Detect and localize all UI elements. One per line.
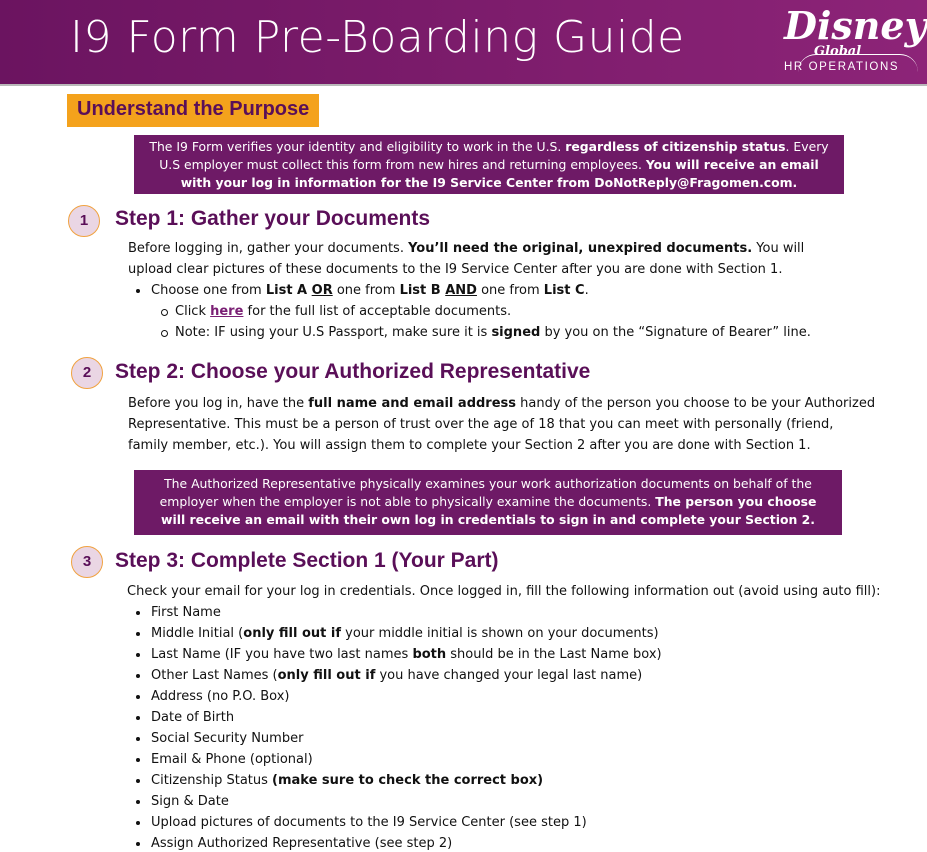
bold-text: both (412, 647, 447, 662)
step-1-number-badge: 1 (68, 205, 100, 237)
authorized-rep-callout (134, 470, 842, 535)
purpose-heading-box (67, 94, 319, 127)
text: Sign & Date (151, 794, 229, 809)
logo-wordmark: Disney (784, 3, 927, 48)
text: Middle Initial ( (151, 626, 244, 641)
callout-bold-text: You will receive an email (645, 157, 819, 172)
callout-text: U.S employer must collect this form from new hires and returning employees. (159, 157, 646, 172)
callout-bold-text: will receive an email with their own log in credentials to sign in and complete your Section 2. (161, 512, 815, 527)
text: handy of the person you choose to be your Authorized (516, 396, 876, 411)
bold-text: only fill out if (243, 626, 342, 641)
bold-text: AND (445, 283, 477, 298)
text: Last Name (IF you have two last names (151, 647, 413, 662)
text: one from (476, 283, 544, 298)
text: Address (no P.O. Box) (151, 689, 290, 704)
callout-line (134, 174, 844, 192)
text: Upload pictures of documents to the I9 Service Center (see step 1) (151, 815, 587, 830)
text: Assign Authorized Representative (see step 2) (151, 836, 453, 851)
list-item (151, 770, 543, 791)
bold-text: List C (543, 283, 585, 298)
bold-text: only fill out if (277, 668, 376, 683)
step-1-title: Step 1: Gather your Documents (115, 207, 431, 230)
text: Before logging in, gather your documents. (128, 241, 409, 256)
paragraph-line: Representative. This must be a person of trust over the age of 18 that you can meet with personally (friend, (128, 417, 834, 432)
text: Social Security Number (151, 731, 304, 746)
paragraph-line: family member, etc.). You will assign them to complete your Section 2 after you are done with Section 1. (128, 438, 811, 453)
paragraph-line (128, 238, 804, 259)
list-item (151, 602, 221, 623)
bold-text: List A (265, 283, 312, 298)
disney-global-hr-logo (780, 3, 927, 80)
paragraph-line: Check your email for your log in credentials. Once logged in, fill the following information out (avoid using auto fill): (127, 584, 881, 599)
text: your middle initial is shown on your documents) (341, 626, 659, 641)
bold-text: signed (491, 325, 541, 340)
list-item (151, 833, 452, 852)
callout-bold-text: The person you choose (655, 494, 817, 509)
callout-line (134, 493, 842, 511)
step-2-paragraph (128, 393, 875, 456)
step-1-paragraph (128, 238, 804, 280)
bold-text: full name and email address (308, 396, 517, 411)
step-3-number-badge: 3 (71, 546, 103, 578)
list-item (151, 791, 229, 812)
text: You will (752, 241, 805, 256)
paragraph-line (128, 393, 875, 414)
list-item (151, 623, 659, 644)
text: should be in the Last Name box) (446, 647, 662, 662)
list-item (151, 812, 587, 833)
text: Citizenship Status (151, 773, 273, 788)
list-item (151, 644, 662, 665)
list-item (151, 707, 234, 728)
callout-text: The I9 Form verifies your identity and eligibility to work in the U.S. (149, 139, 566, 154)
callout-text: employer when the employer is not able to physically examine the documents. (159, 494, 656, 509)
text: Note: IF using your U.S Passport, make sure it is (175, 325, 492, 340)
bold-text: OR (311, 283, 333, 298)
logo-subtitle: HR OPERATIONS (784, 61, 900, 73)
list-item (151, 665, 642, 686)
purpose-callout (134, 135, 844, 194)
step-1-sub-bullet-note (175, 322, 811, 343)
step-1-sub-bullet-link (175, 301, 511, 322)
text: Email & Phone (optional) (151, 752, 313, 767)
callout-bold-text: regardless of citizenship status (565, 139, 786, 154)
step-3-intro (127, 581, 880, 602)
text: Other Last Names ( (151, 668, 278, 683)
list-item (151, 728, 303, 749)
text: by you on the “Signature of Bearer” line. (540, 325, 811, 340)
callout-line: The Authorized Representative physically examines your work authorization documents on behalf of the (164, 476, 812, 491)
page-title: I9 Form Pre-Boarding Guide (70, 12, 685, 63)
step-2-number-badge: 2 (71, 357, 103, 389)
page-header (0, 0, 927, 86)
paragraph-line: upload clear pictures of these documents to the I9 Service Center after you are done with Section 1. (128, 262, 783, 277)
text: Click (175, 304, 211, 319)
callout-bold-text: with your log in information for the I9 Service Center from DoNotReply@Fragomen.com. (180, 175, 798, 190)
text: Before you log in, have the (128, 396, 309, 411)
text: Choose one from (151, 283, 266, 298)
text: First Name (151, 605, 221, 620)
callout-line (134, 138, 844, 156)
bold-text: List B (399, 283, 446, 298)
step-1-bullet (151, 280, 589, 301)
purpose-heading: Understand the Purpose (77, 98, 310, 120)
list-item (151, 749, 313, 770)
acceptable-documents-link[interactable]: here (210, 304, 244, 319)
text: Date of Birth (151, 710, 235, 725)
text: for the full list of acceptable documents. (243, 304, 512, 319)
callout-line (134, 511, 842, 529)
logo-global: Global (814, 44, 862, 59)
step-2-title: Step 2: Choose your Authorized Representative (115, 360, 591, 383)
callout-line (134, 156, 844, 174)
text: . (584, 283, 589, 298)
bold-text: (make sure to check the correct box) (272, 773, 544, 788)
bold-text: You’ll need the original, unexpired documents. (408, 241, 753, 256)
text: you have changed your legal last name) (375, 668, 643, 683)
list-item (151, 686, 289, 707)
callout-text: . Every (785, 139, 829, 154)
text: one from (332, 283, 400, 298)
step-3-title: Step 3: Complete Section 1 (Your Part) (115, 549, 499, 572)
